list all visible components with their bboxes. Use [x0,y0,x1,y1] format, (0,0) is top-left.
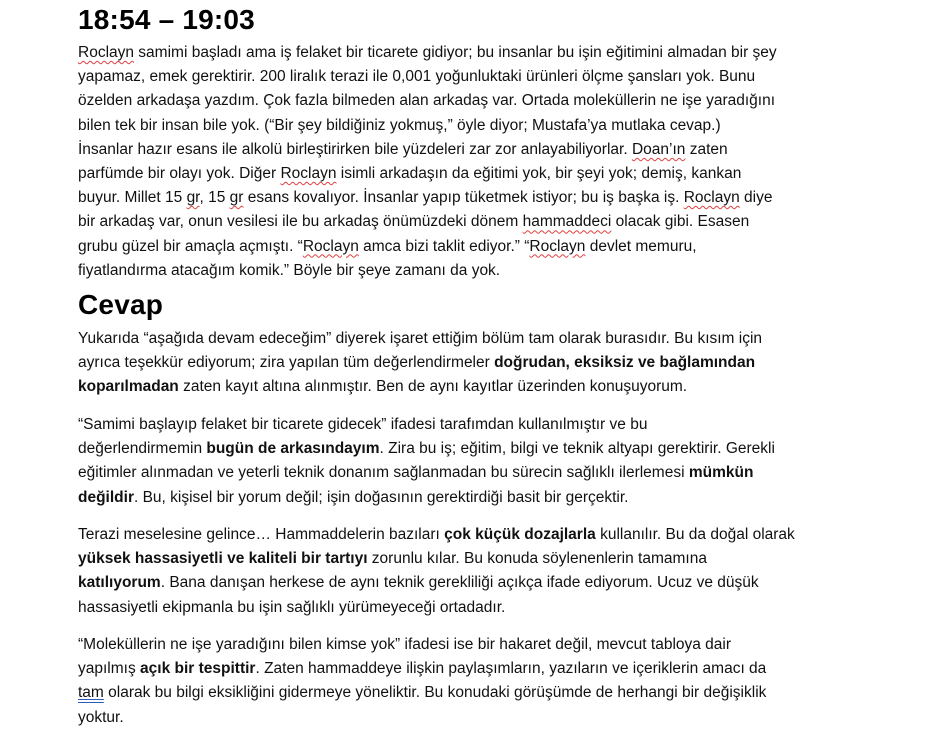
text: samimi başladı ama iş felaket bir ticarete gidiyor; bu insanlar bu işin eğitimini almadan bir şey [134,44,777,61]
spelling-mark: gr [186,189,200,207]
text: . Zaten hammaddeye ilişkin paylaşımların, yazıların ve içeriklerin amacı da [255,660,767,678]
bold-text: çok küçük dozajlarla [444,526,596,543]
text: İnsanlar hazır esans ile alkolü birleştirirken bile yüzdeleri zar zor anlayabiliyorlar. [78,140,632,158]
line: özelden arkadaşa yazdım. Çok fazla bilmeden alan arkadaş var. Ortada moleküllerin ne işe yaradığını [78,92,776,110]
text: olacak gibi. Esasen [611,213,750,231]
text: zorunlu kılar. Bu konuda söylenenlerin tamamına [367,550,707,568]
line [78,523,848,547]
text: buyur. Millet 15 [78,189,187,207]
spelling-mark: hammaddeci [522,213,612,231]
line [78,210,848,234]
bold-text: katılıyorum [78,574,161,592]
line [78,186,848,210]
spelling-mark: Roclayn [529,237,586,255]
text: diye [739,189,773,207]
answer-heading: Cevap [78,289,164,320]
grammar-mark: tam [78,684,104,702]
text: . Bu, kişisel bir yorum değil; işin doğasının gerektirdiği basit bir gerçektir. [133,488,629,506]
text: isimli arkadaşın da eğitimi yok, bir şeyi yok; demiş, kankan [336,164,742,182]
line [78,162,848,186]
line [78,351,848,375]
bold-text: açık bir tespittir [140,660,256,678]
spelling-mark: Roclayn [78,44,134,61]
paragraph-4 [78,523,848,620]
paragraph-5 [78,633,848,730]
line: yapamaz, emek gerektirir. 200 liralık terazi ile 0,001 yoğunluktaki ürünleri ölçme şansları yok. Bunu [78,68,756,86]
text: amca bizi taklit ediyor.” “ [358,237,530,255]
bold-text: doğrudan, eksiksiz ve bağlamından [494,354,756,372]
spelling-mark: Roclayn [302,237,359,255]
line: “Moleküllerin ne işe yaradığını bilen kimse yok” ifadesi ise bir hakaret değil, mevcut tabloya dair [78,636,732,653]
text: değerlendirmemin [78,440,207,458]
line: hassasiyetli ekipmanla bu işin sağlıklı yürümeyeceği ortadadır. [78,598,506,616]
line [78,461,848,485]
line [78,486,848,510]
text: , 15 [199,189,230,207]
text: eğitimler alınmadan ve yeterli teknik donanım sağlanmadan bu sürecin sağlıklı ilerlemesi [78,464,689,482]
text: zaten kayıt altına alınmıştır. Ben de aynı kayıtlar üzerinden konuşuyorum. [178,378,688,396]
text: ayrıca teşekkür ediyorum; zira yapılan tüm değerlendirmeler [78,354,495,372]
spelling-mark: Roclayn [683,189,740,207]
spelling-mark: Doan’ın [631,140,686,158]
paragraph-3 [78,413,848,510]
line [78,547,848,571]
text: grubu güzel bir amaçla açmıştı. “ [78,237,303,255]
text: yapılmış [78,660,141,678]
line [78,235,848,259]
text: olarak bu bilgi eksikliğini gidermeye yöneliktir. Bu konudaki görüşümde de herhangi bir değişiklik [103,684,767,702]
text: . Zira bu iş; eğitim, bilgi ve teknik altyapı gerektirir. Gerekli [379,440,775,458]
bold-text: koparılmadan [78,378,179,396]
line [78,138,848,162]
line [78,437,848,461]
spelling-mark: gr [229,189,244,207]
line: fiyatlandırma atacağım komik.” Böyle bir şeye zamanı da yok. [78,261,501,279]
text: devlet memuru, [585,237,697,255]
text: bir arkadaş var, onun vesilesi ile bu arkadaş önümüzdeki dönem [78,213,523,231]
line: yoktur. [78,708,124,726]
time-heading: 18:54 – 19:03 [78,4,255,35]
line: bilen tek bir insan bile yok. (“Bir şey bildiğiniz yokmuş,” öyle diyor; Mustafa’ya mutlaka cevap.) [78,116,721,134]
line [78,41,848,65]
text: zaten [685,140,728,158]
line [78,657,848,681]
bold-text: yüksek hassasiyetli ve kaliteli bir tartıyı [78,550,368,568]
line [78,681,848,705]
text: . Bana danışan herkese de aynı teknik gerekliliği açıkça ifade ediyorum. Ucuz ve düşük [160,574,759,592]
bold-text: değildir [78,488,134,506]
text: kullanılır. Bu da doğal olarak [595,526,795,543]
bold-text: bugün de arkasındayım [206,440,380,458]
bold-text: mümkün [688,464,754,482]
text: esans kovalıyor. İnsanlar yapıp tüketmek istiyor; bu iş başka iş. [243,189,684,207]
line: Yukarıda “aşağıda devam edeceğim” diyerek işaret ettiğim bölüm tam olarak burasıdır. Bu kısım için [78,330,763,347]
line [78,375,848,399]
text: parfümde bir olayı yok. Diğer [78,164,281,182]
spelling-mark: Roclayn [280,164,337,182]
paragraph-2 [78,327,848,400]
line [78,571,848,595]
text: Terazi meselesine gelince… Hammaddelerin bazıları [78,526,445,543]
line: “Samimi başlayıp felaket bir ticarete gidecek” ifadesi tarafımdan kullanılmıştır ve bu [78,416,648,433]
paragraph-1 [78,41,848,283]
